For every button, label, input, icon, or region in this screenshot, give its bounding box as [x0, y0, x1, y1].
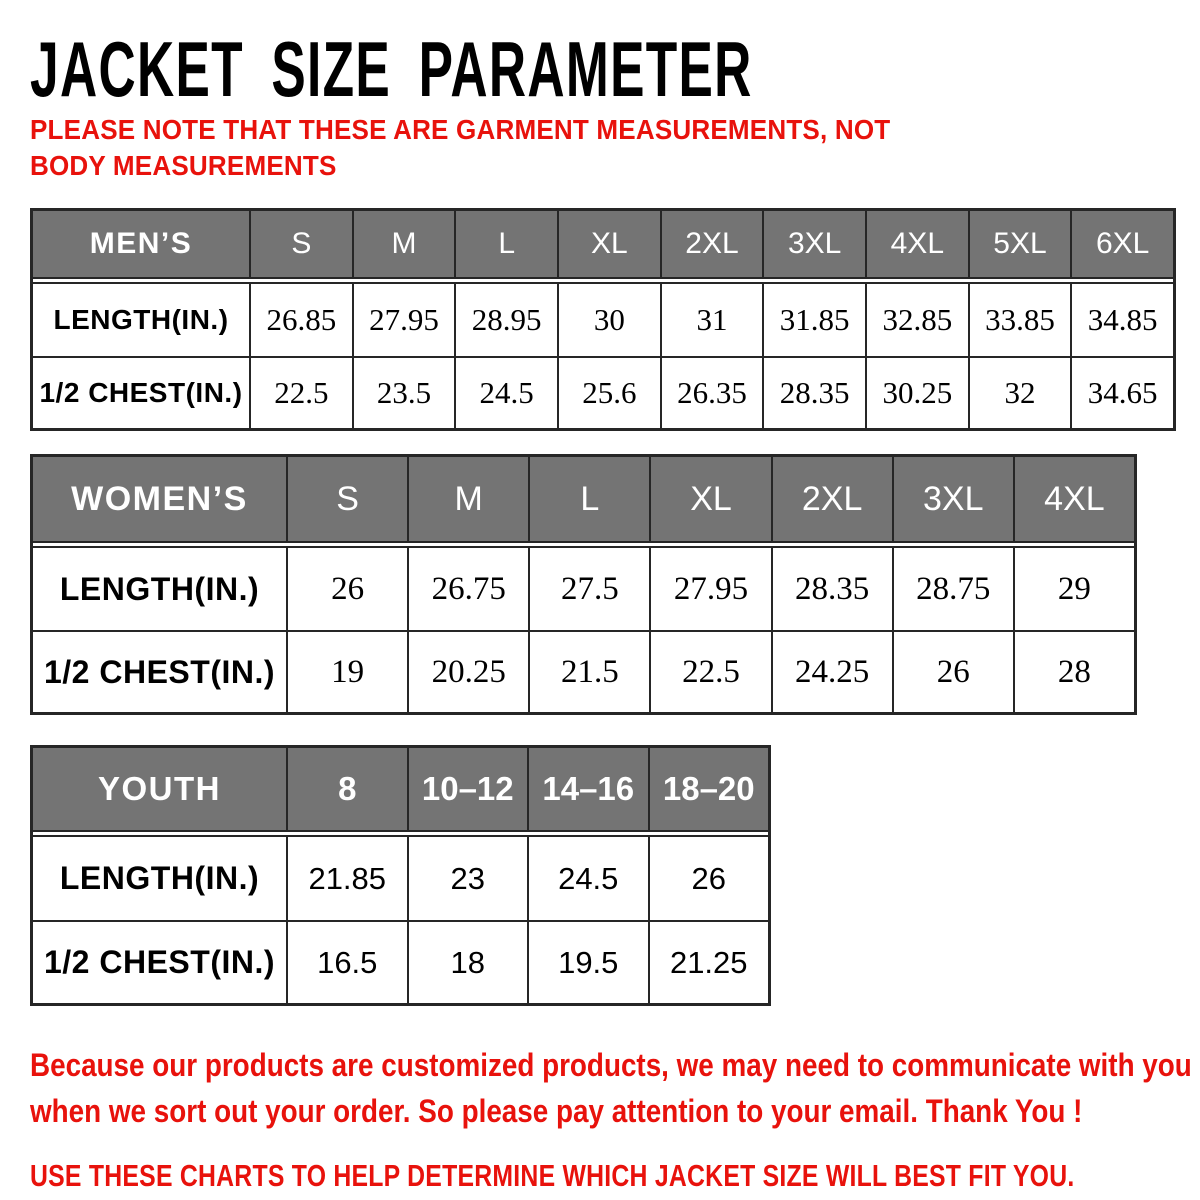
- womens-chest-row-label: 1/2 CHEST(IN.): [33, 630, 286, 712]
- garment-measurement-note: PLEASE NOTE THAT THESE ARE GARMENT MEASUREMENTS, NOT BODY MEASUREMENTS: [30, 114, 891, 182]
- womens-chest-value: 22.5: [649, 630, 770, 712]
- womens-size-header: M: [407, 457, 528, 541]
- womens-chest-value: 19: [286, 630, 407, 712]
- mens-table-header-row: [33, 211, 1173, 279]
- womens-length-value: 27.95: [649, 548, 770, 630]
- youth-length-value: 26: [648, 837, 769, 920]
- page-title: JACKET SIZE PARAMETER: [30, 25, 753, 113]
- mens-length-value: 26.85: [249, 284, 352, 356]
- womens-table-header-row: [33, 457, 1134, 543]
- womens-size-table: [30, 454, 1137, 715]
- mens-chest-value: 30.25: [865, 356, 968, 428]
- youth-length-row-label: LENGTH(IN.): [59, 860, 260, 896]
- mens-chest-value: 22.5: [249, 356, 352, 428]
- womens-size-header: S: [286, 457, 407, 541]
- mens-chest-value: 32: [968, 356, 1071, 428]
- youth-size-table: [30, 745, 771, 1006]
- mens-size-header: 5XL: [968, 211, 1071, 277]
- youth-size-header: 14–16: [527, 748, 648, 830]
- youth-size-header: 18–20: [648, 748, 769, 830]
- womens-size-header: XL: [649, 457, 770, 541]
- mens-size-header: L: [454, 211, 557, 277]
- youth-length-value: 23: [407, 837, 528, 920]
- mens-table-label: MEN’S: [33, 211, 249, 277]
- youth-table-label: YOUTH: [33, 748, 286, 830]
- youth-table-body: [33, 835, 768, 1003]
- customization-notice-line2: when we sort out your order. So please pay attention to your email. Thank You !: [30, 1093, 1083, 1129]
- customization-notice-line1: Because our products are customized products, we may need to communicate with you: [30, 1047, 1192, 1083]
- mens-size-header: S: [249, 211, 352, 277]
- mens-chest-row-label: 1/2 CHEST(IN.): [33, 356, 249, 428]
- mens-length-value: 34.85: [1070, 284, 1173, 356]
- youth-length-value: 24.5: [527, 837, 648, 920]
- mens-size-table: [30, 208, 1176, 431]
- mens-length-value: 30: [557, 284, 660, 356]
- fit-guidance-note: USE THESE CHARTS TO HELP DETERMINE WHICH JACKET SIZE WILL BEST FIT YOU.: [30, 1158, 1075, 1193]
- mens-size-header: 4XL: [865, 211, 968, 277]
- youth-chest-row-label: 1/2 CHEST(IN.): [33, 920, 286, 1003]
- mens-size-header: M: [352, 211, 455, 277]
- youth-size-header: 8: [286, 748, 407, 830]
- mens-length-value: 32.85: [865, 284, 968, 356]
- womens-chest-value: 28: [1013, 630, 1134, 712]
- womens-table-body: [33, 546, 1134, 712]
- mens-length-value: 28.95: [454, 284, 557, 356]
- womens-size-header: 2XL: [771, 457, 892, 541]
- mens-length-value: 33.85: [968, 284, 1071, 356]
- youth-chest-value: 18: [407, 920, 528, 1003]
- mens-chest-value: 23.5: [352, 356, 455, 428]
- mens-length-value: 31: [660, 284, 763, 356]
- youth-size-header: 10–12: [407, 748, 528, 830]
- mens-chest-value: 25.6: [557, 356, 660, 428]
- womens-chest-value: 24.25: [771, 630, 892, 712]
- womens-length-value: 29: [1013, 548, 1134, 630]
- womens-length-row-label: LENGTH(IN.): [59, 570, 260, 607]
- womens-size-header: 3XL: [892, 457, 1013, 541]
- mens-size-header: 3XL: [762, 211, 865, 277]
- customization-notice: [30, 1042, 1200, 1134]
- mens-chest-value: 24.5: [454, 356, 557, 428]
- youth-chest-value: 21.25: [648, 920, 769, 1003]
- womens-length-value: 28.35: [771, 548, 892, 630]
- mens-table-body: [33, 282, 1173, 428]
- womens-chest-value: 26: [892, 630, 1013, 712]
- mens-length-value: 27.95: [352, 284, 455, 356]
- womens-chest-value: 20.25: [407, 630, 528, 712]
- mens-length-value: 31.85: [762, 284, 865, 356]
- womens-length-value: 26: [286, 548, 407, 630]
- youth-chest-value: 16.5: [286, 920, 407, 1003]
- mens-length-row-label: LENGTH(IN.): [53, 304, 229, 335]
- mens-size-header: XL: [557, 211, 660, 277]
- youth-table-header-row: [33, 748, 768, 832]
- youth-chest-value: 19.5: [527, 920, 648, 1003]
- womens-table-label: WOMEN’S: [33, 457, 286, 541]
- mens-chest-value: 26.35: [660, 356, 763, 428]
- womens-length-value: 26.75: [407, 548, 528, 630]
- mens-size-header: 6XL: [1070, 211, 1173, 277]
- womens-length-value: 27.5: [528, 548, 649, 630]
- womens-size-header: L: [528, 457, 649, 541]
- mens-chest-value: 34.65: [1070, 356, 1173, 428]
- youth-length-value: 21.85: [286, 837, 407, 920]
- womens-chest-value: 21.5: [528, 630, 649, 712]
- womens-length-value: 28.75: [892, 548, 1013, 630]
- mens-size-header: 2XL: [660, 211, 763, 277]
- womens-size-header: 4XL: [1013, 457, 1134, 541]
- mens-chest-value: 28.35: [762, 356, 865, 428]
